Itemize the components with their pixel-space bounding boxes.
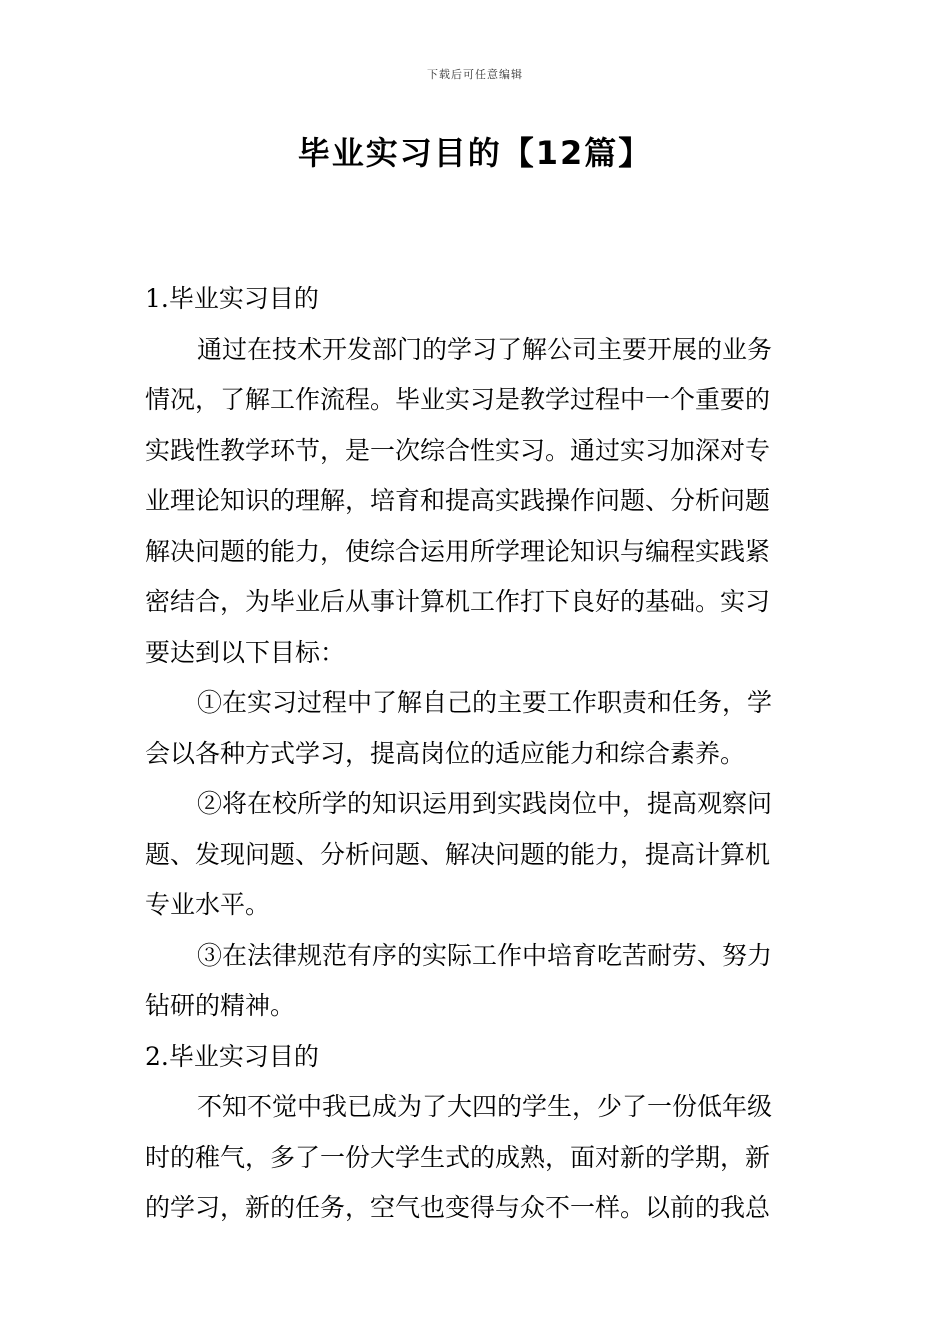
document-body — [145, 280, 810, 1240]
header-note: 下载后可任意编辑 — [427, 68, 523, 81]
text-line: 2.毕业实习目的 — [145, 1041, 319, 1071]
text-line: 实践性教学环节，是一次综合性实习。通过实习加深对专 — [145, 435, 771, 465]
text-line: 通过在技术开发部门的学习了解公司主要开展的业务 — [197, 334, 773, 364]
text-line: 钻研的精神。 — [145, 991, 296, 1020]
text-line: ③在法律规范有序的实际工作中培育吃苦耐劳、努力 — [197, 940, 773, 970]
text-line: 的学习，新的任务，空气也变得与众不一样。以前的我总 — [145, 1193, 771, 1222]
text-line: 业理论知识的理解，培育和提高实践操作问题、分析问题 — [145, 486, 771, 515]
text-line: 要达到以下目标： — [145, 637, 346, 667]
text-line: 情况，了解工作流程。毕业实习是教学过程中一个重要的 — [145, 385, 771, 414]
text-line: ①在实习过程中了解自己的主要工作职责和任务，学 — [197, 688, 773, 717]
text-line: 会以各种方式学习，提高岗位的适应能力和综合素养。 — [145, 738, 746, 768]
text-line: 不知不觉中我已成为了大四的学生，少了一份低年级 — [197, 1092, 773, 1121]
text-line: 1.毕业实习目的 — [145, 284, 319, 313]
text-line: 题、发现问题、分析问题、解决问题的能力，提高计算机 — [145, 839, 771, 869]
text-line: 密结合，为毕业后从事计算机工作打下良好的基础。实习 — [145, 587, 771, 616]
text-line: 专业水平。 — [145, 890, 271, 919]
document-title: 毕业实习目的【12篇】 — [297, 134, 653, 172]
text-line: 解决问题的能力，使综合运用所学理论知识与编程实践紧 — [145, 536, 771, 566]
text-line: ②将在校所学的知识运用到实践岗位中，提高观察问 — [197, 789, 773, 818]
text-line: 时的稚气，多了一份大学生式的成熟，面对新的学期，新 — [145, 1142, 771, 1172]
